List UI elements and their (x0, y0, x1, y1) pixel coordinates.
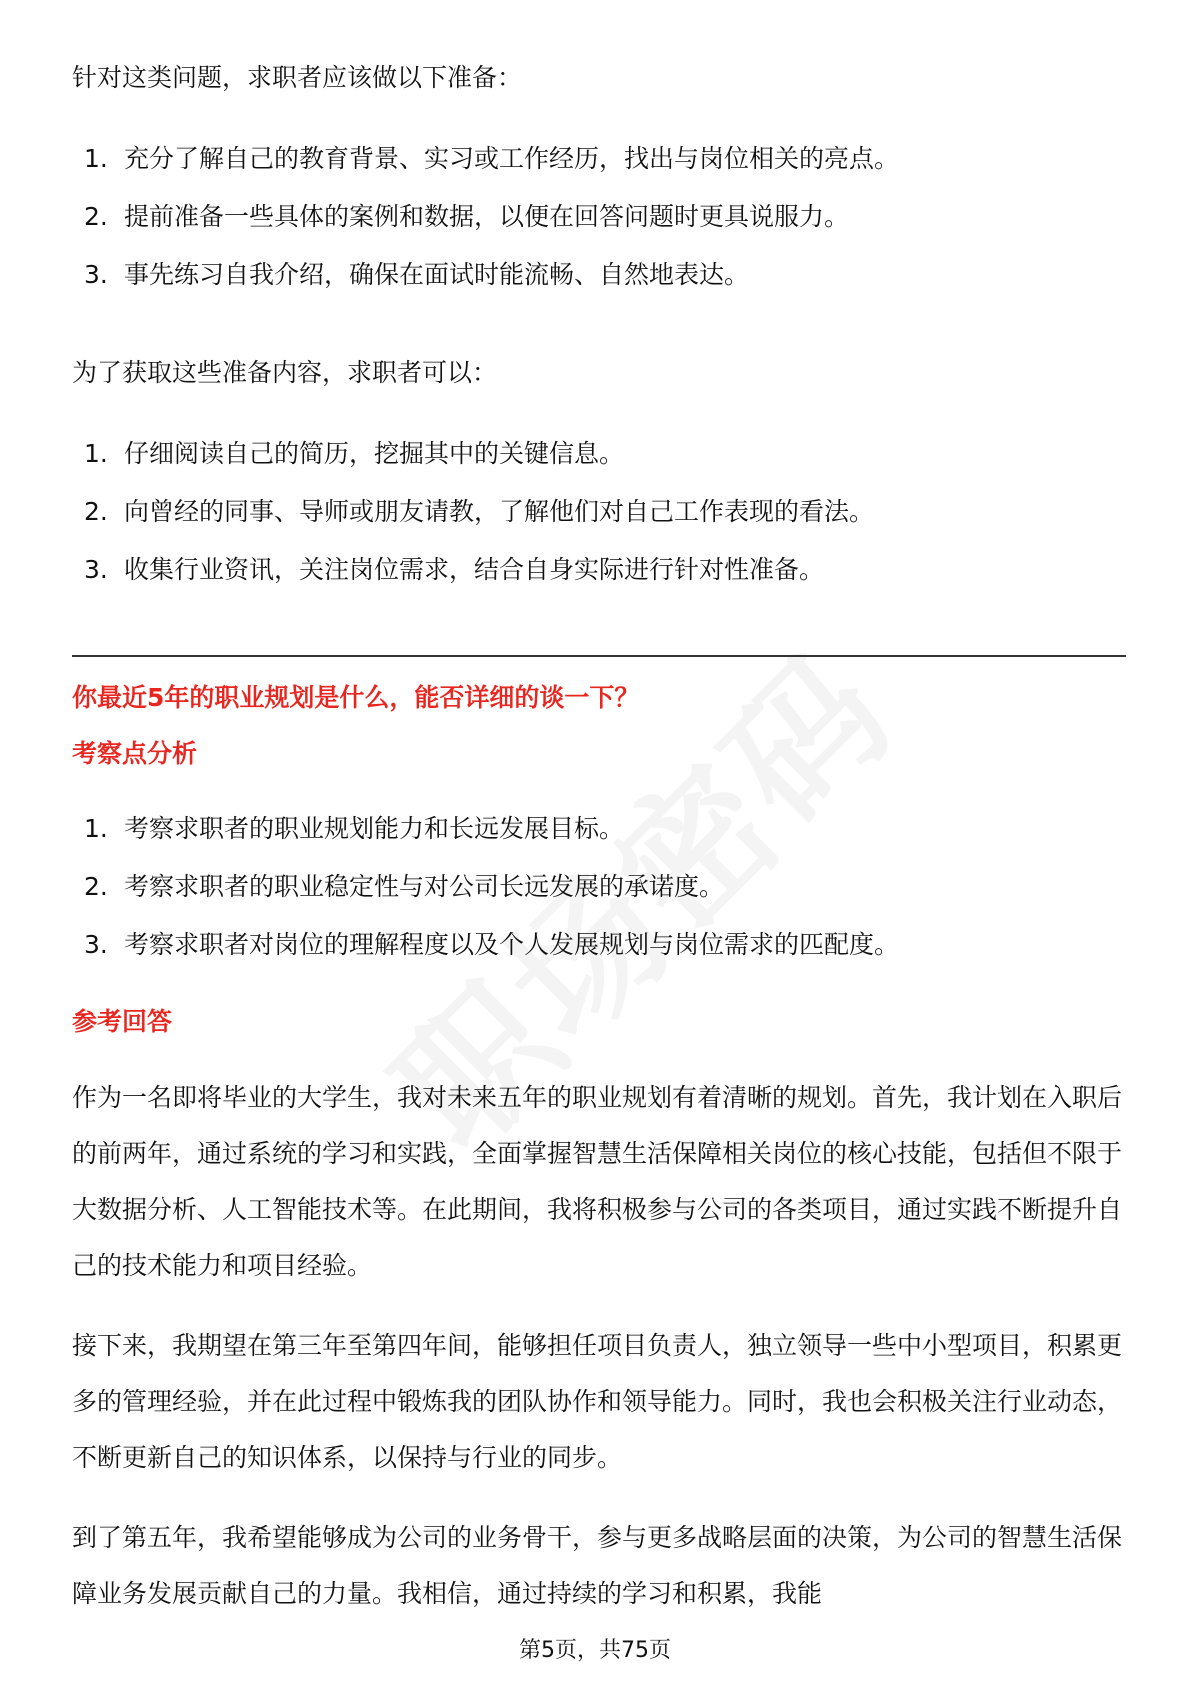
list-number: 1. (84, 439, 108, 468)
answer-paragraph: 接下来，我期望在第三年至第四年间，能够担任项目负责人，独立领导一些中小型项目，积累更多的管理经验，并在此过程中锻炼我的团队协作和领导能力。同时，我也会积极关注行业动态，不断更新自己的知识体系，以保持与行业的同步。 (72, 1331, 1123, 1472)
list-text: 仔细阅读自己的简历，挖掘其中的关键信息。 (124, 439, 625, 468)
gather-list (0, 425, 1190, 599)
page-footer: 第5页，共75页 (519, 1638, 671, 1663)
answer-paragraph: 到了第五年，我希望能够成为公司的业务骨干，参与更多战略层面的决策，为公司的智慧生活保障业务发展贡献自己的力量。我相信，通过持续的学习和积累，我能 (72, 1523, 1123, 1608)
list-number: 1. (84, 144, 108, 173)
list-item (0, 858, 1190, 916)
list-item (0, 541, 1190, 599)
prep-list (0, 130, 1190, 304)
question-title: 你最近5年的职业规划是什么，能否详细的谈一下？ (72, 683, 640, 712)
list-item (0, 916, 1190, 974)
list-number: 3. (84, 260, 108, 289)
list-item (0, 188, 1190, 246)
list-item (0, 246, 1190, 304)
list-number: 3. (84, 555, 108, 584)
list-item (0, 800, 1190, 858)
list-number: 3. (84, 930, 108, 959)
list-text: 向曾经的同事、导师或朋友请教，了解他们对自己工作表现的看法。 (124, 497, 875, 526)
intro-paragraph: 针对这类问题，求职者应该做以下准备： (72, 63, 523, 92)
list-text: 考察求职者的职业规划能力和长远发展目标。 (124, 814, 625, 843)
list-number: 1. (84, 814, 108, 843)
gather-paragraph: 为了获取这些准备内容，求职者可以： (72, 358, 498, 387)
list-text: 收集行业资讯，关注岗位需求，结合自身实际进行针对性准备。 (124, 555, 825, 584)
list-item (0, 425, 1190, 483)
analysis-title: 考察点分析 (72, 739, 198, 768)
list-text: 考察求职者对岗位的理解程度以及个人发展规划与岗位需求的匹配度。 (124, 930, 900, 959)
list-number: 2. (84, 872, 108, 901)
answer-title: 参考回答 (72, 1007, 173, 1036)
list-text: 事先练习自我介绍，确保在面试时能流畅、自然地表达。 (124, 260, 750, 289)
list-text: 提前准备一些具体的案例和数据，以便在回答问题时更具说服力。 (124, 202, 850, 231)
list-text: 考察求职者的职业稳定性与对公司长远发展的承诺度。 (124, 872, 725, 901)
list-text: 充分了解自己的教育背景、实习或工作经历，找出与岗位相关的亮点。 (124, 144, 900, 173)
answer-paragraph: 作为一名即将毕业的大学生，我对未来五年的职业规划有着清晰的规划。首先，我计划在入职后的前两年，通过系统的学习和实践，全面掌握智慧生活保障相关岗位的核心技能，包括但不限于大数据分析、人工智能技术等。在此期间，我将积极参与公司的各类项目，通过实践不断提升自己的技术能力和项目经验。 (72, 1083, 1123, 1280)
list-item (0, 130, 1190, 188)
analysis-list (0, 800, 1190, 974)
list-number: 2. (84, 497, 108, 526)
list-number: 2. (84, 202, 108, 231)
list-item (0, 483, 1190, 541)
section-divider (72, 655, 1126, 657)
